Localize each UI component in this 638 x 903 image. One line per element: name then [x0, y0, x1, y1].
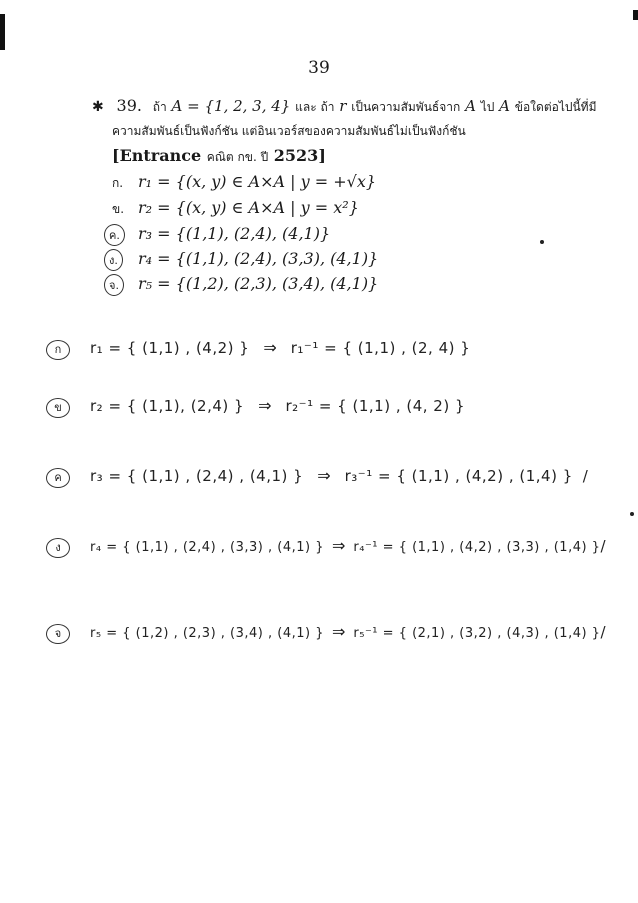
choice-expression: r₅ = {(1,2), (2,3), (3,4), (4,1)} — [138, 274, 379, 293]
work-line-e — [46, 622, 606, 644]
work-inverse: r₄⁻¹ = { (1,1) , (4,2) , (3,3) , (1,4) } — [353, 540, 601, 555]
source-year: 2523] — [273, 146, 326, 165]
relation-variable: r — [339, 97, 347, 115]
work-relation: r₅ = { (1,2) , (2,3) , (3,4) , (4,1) } — [90, 626, 324, 641]
choice-a — [112, 172, 376, 193]
implies-arrow-icon: ⇒ — [263, 338, 277, 357]
circled-label: ง. — [104, 249, 123, 271]
choice-e — [109, 274, 379, 296]
question-text: เป็นความสัมพันธ์จาก — [351, 100, 461, 114]
implies-arrow-icon: ⇒ — [258, 396, 272, 415]
source-exam: [Entrance — [112, 146, 202, 165]
check-mark: / — [582, 467, 589, 485]
work-relation: r₃ = { (1,1) , (2,4) , (4,1) } — [90, 467, 304, 485]
circled-marker: จ — [46, 624, 70, 644]
implies-arrow-icon: ⇒ — [331, 622, 346, 641]
scan-speck — [630, 512, 634, 516]
set-a-definition: A = {1, 2, 3, 4} — [171, 97, 291, 115]
question-number: 39. — [116, 96, 142, 115]
work-line-c — [46, 466, 588, 488]
star-mark-icon: ✱ — [92, 99, 104, 115]
choice-expression: r₁ = {(x, y) ∈ A×A | y = +√x} — [138, 172, 377, 191]
question-source — [112, 146, 326, 167]
circled-marker: ก — [46, 340, 70, 360]
scan-edge-mark — [0, 14, 5, 50]
set-variable: A — [465, 97, 476, 115]
question-statement — [92, 96, 597, 117]
check-mark: / — [600, 623, 607, 641]
page-number: 39 — [308, 58, 330, 78]
choice-label — [109, 249, 138, 271]
work-inverse: r₂⁻¹ = { (1,1) , (4, 2) } — [285, 397, 465, 415]
question-text: และ ถ้า — [295, 100, 335, 114]
choice-label: ก. — [112, 176, 124, 190]
work-relation: r₄ = { (1,1) , (2,4) , (3,3) , (4,1) } — [90, 540, 324, 555]
work-inverse: r₅⁻¹ = { (2,1) , (3,2) , (4,3) , (1,4) } — [353, 626, 601, 641]
source-subject: คณิต กข. ปี — [206, 150, 269, 164]
choice-b — [112, 198, 359, 219]
choice-label — [109, 274, 138, 296]
choice-expression: r₃ = {(1,1), (2,4), (4,1)} — [138, 224, 331, 243]
scan-edge-mark — [633, 10, 638, 20]
choice-c — [109, 224, 331, 246]
scan-speck — [540, 240, 544, 244]
implies-arrow-icon: ⇒ — [317, 466, 331, 485]
choice-label — [109, 224, 138, 246]
choice-expression: r₂ = {(x, y) ∈ A×A | y = x²} — [138, 198, 359, 217]
work-inverse: r₁⁻¹ = { (1,1) , (2, 4) } — [290, 339, 471, 357]
set-variable: A — [499, 97, 510, 115]
circled-label: จ. — [104, 274, 124, 296]
question-text: ไป — [480, 100, 495, 114]
choice-label: ข. — [112, 202, 125, 216]
circled-label: ค. — [104, 224, 125, 246]
question-text: ข้อใดต่อไปนี้ที่มี — [514, 100, 597, 114]
check-mark: / — [600, 537, 607, 555]
work-inverse: r₃⁻¹ = { (1,1) , (4,2) , (1,4) } — [344, 467, 573, 485]
work-relation: r₂ = { (1,1), (2,4) } — [90, 397, 245, 415]
work-line-b — [46, 396, 465, 418]
circled-marker: ข — [46, 398, 70, 418]
implies-arrow-icon: ⇒ — [331, 536, 346, 555]
choice-d — [109, 249, 379, 271]
choice-expression: r₄ = {(1,1), (2,4), (3,3), (4,1)} — [138, 249, 379, 268]
question-text-line2: ความสัมพันธ์เป็นฟังก์ชัน แต่อินเวอร์สของความสัมพันธ์ไม่เป็นฟังก์ชัน — [112, 124, 466, 138]
work-line-a — [46, 338, 470, 360]
circled-marker: ค — [46, 468, 70, 488]
work-relation: r₁ = { (1,1) , (4,2) } — [90, 339, 250, 357]
circled-marker: ง — [46, 538, 70, 558]
work-line-d — [46, 536, 606, 558]
question-text: ถ้า — [152, 100, 167, 114]
